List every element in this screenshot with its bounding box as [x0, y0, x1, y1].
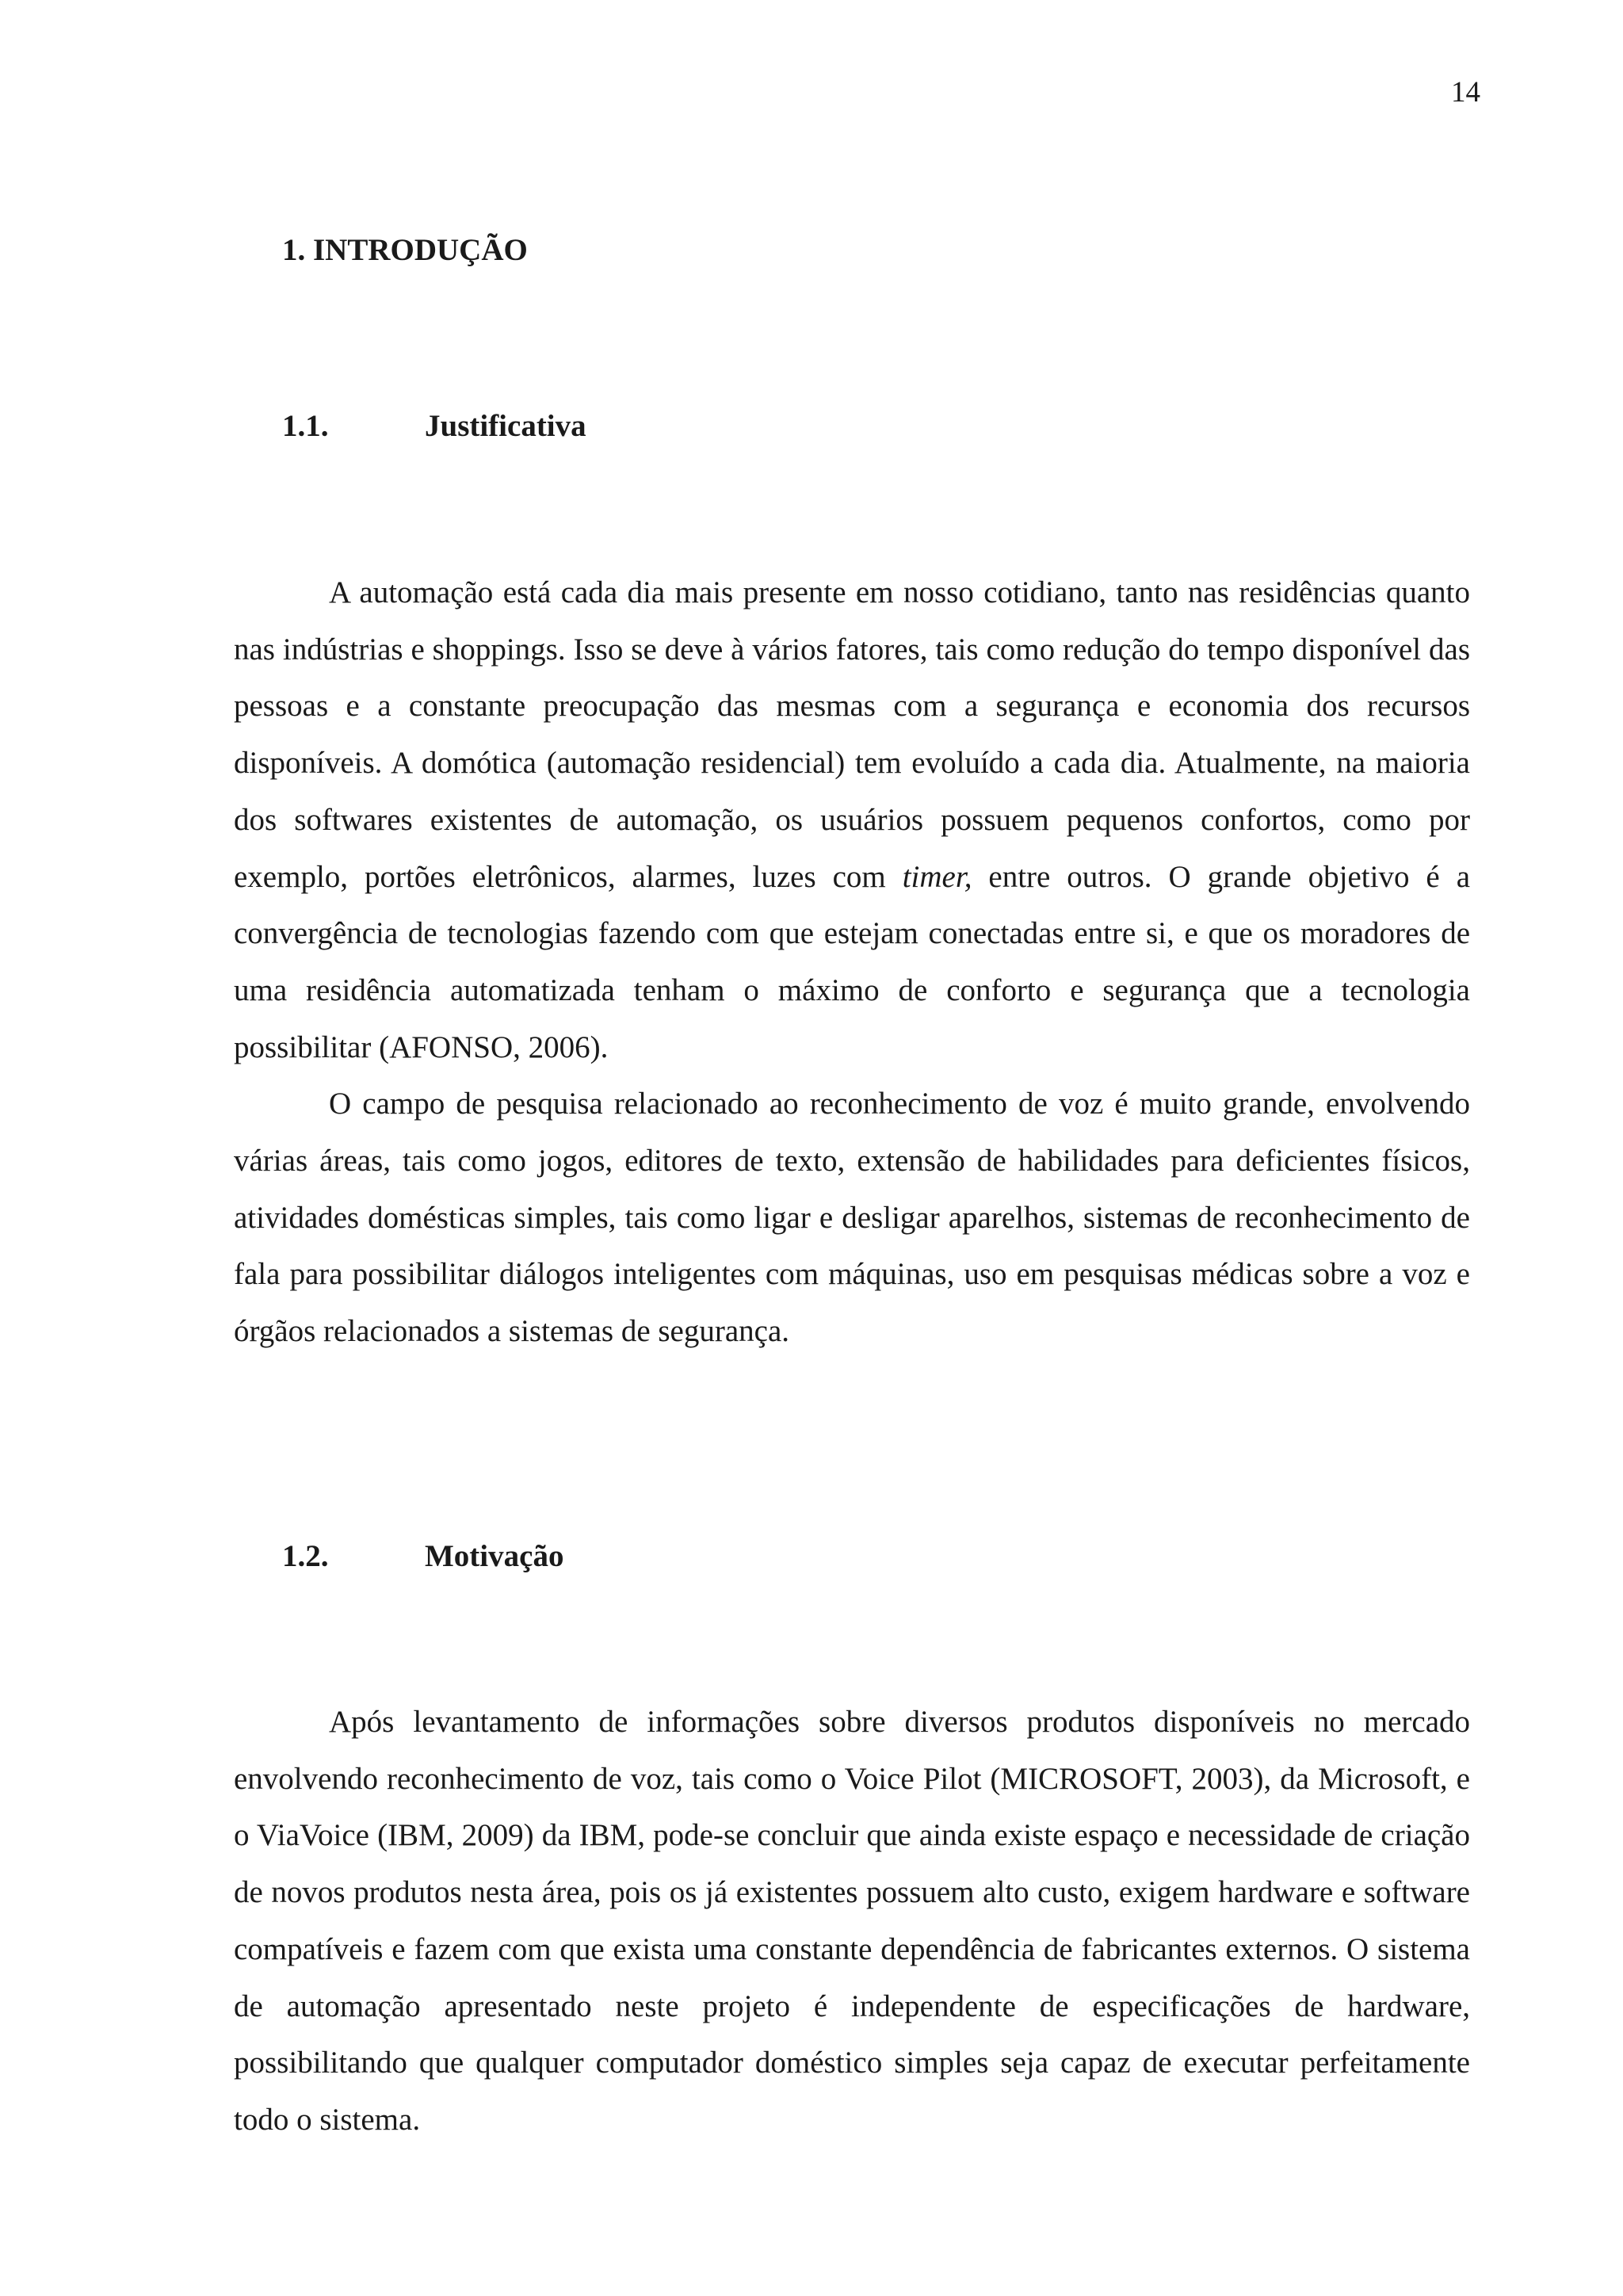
- paragraph: [234, 564, 1470, 1075]
- paragraph-text: entre outros. O grande objetivo é a convergência de tecnologias fazendo com que estejam conectadas entre si, e que os moradores de uma residência automatizada tenham o máximo de conforto e segurança que a tecnologia possibilitar (AFONSO, 2006).: [234, 859, 1471, 1064]
- section-number: 1.1.: [282, 409, 329, 443]
- section-number: 1.2.: [282, 1539, 329, 1573]
- section-title: Motivação: [425, 1539, 564, 1573]
- chapter-heading: 1. INTRODUÇÃO: [282, 233, 528, 267]
- paragraph: O campo de pesquisa relacionado ao reconhecimento de voz é muito grande, envolvendo várias áreas, tais como jogos, editores de texto, extensão de habilidades para deficientes físicos, atividades domésticas simples, tais como ligar e desligar aparelhos, sistemas de reconhecimento de fala para possibilitar diálogos inteligentes com máquinas, uso em pesquisas médicas sobre a voz e órgãos relacionados a sistemas de segurança.: [234, 1087, 1470, 1349]
- justificativa-body: [234, 564, 1470, 1360]
- section-heading-motivacao: [282, 1541, 563, 1572]
- motivacao-body: [234, 1694, 1470, 2149]
- paragraph-text: A automação está cada dia mais presente em nosso cotidiano, tanto nas residências quanto nas indústrias e shoppings. Isso se deve à vários fatores, tais como redução do tempo disponível das pessoas e a constante preocupação das mesmas com a segurança e economia dos recursos disponíveis. A domótica (automação residencial) tem evoluído a cada dia. Atualmente, na maioria dos softwares existentes de automação, os usuários possuem pequenos confortos, como por exemplo, portões eletrônicos, alarmes, luzes com: [234, 575, 1470, 894]
- paragraph: Após levantamento de informações sobre diversos produtos disponíveis no mercado envolvendo reconhecimento de voz, tais como o Voice Pilot (MICROSOFT, 2003), da Microsoft, e o ViaVoice (IBM, 2009) da IBM, pode-se concluir que ainda existe espaço e necessidade de criação de novos produtos nesta área, pois os já existentes possuem alto custo, exigem hardware e software compatíveis e fazem com que exista uma constante dependência de fabricantes externos. O sistema de automação apresentado neste projeto é independente de especificações de hardware, possibilitando que qualquer computador doméstico simples seja capaz de executar perfeitamente todo o sistema.: [234, 1705, 1470, 2137]
- section-title: Justificativa: [425, 409, 586, 443]
- page-number: 14: [1451, 76, 1480, 109]
- italic-term: timer,: [902, 859, 972, 894]
- section-heading-justificativa: [282, 411, 586, 441]
